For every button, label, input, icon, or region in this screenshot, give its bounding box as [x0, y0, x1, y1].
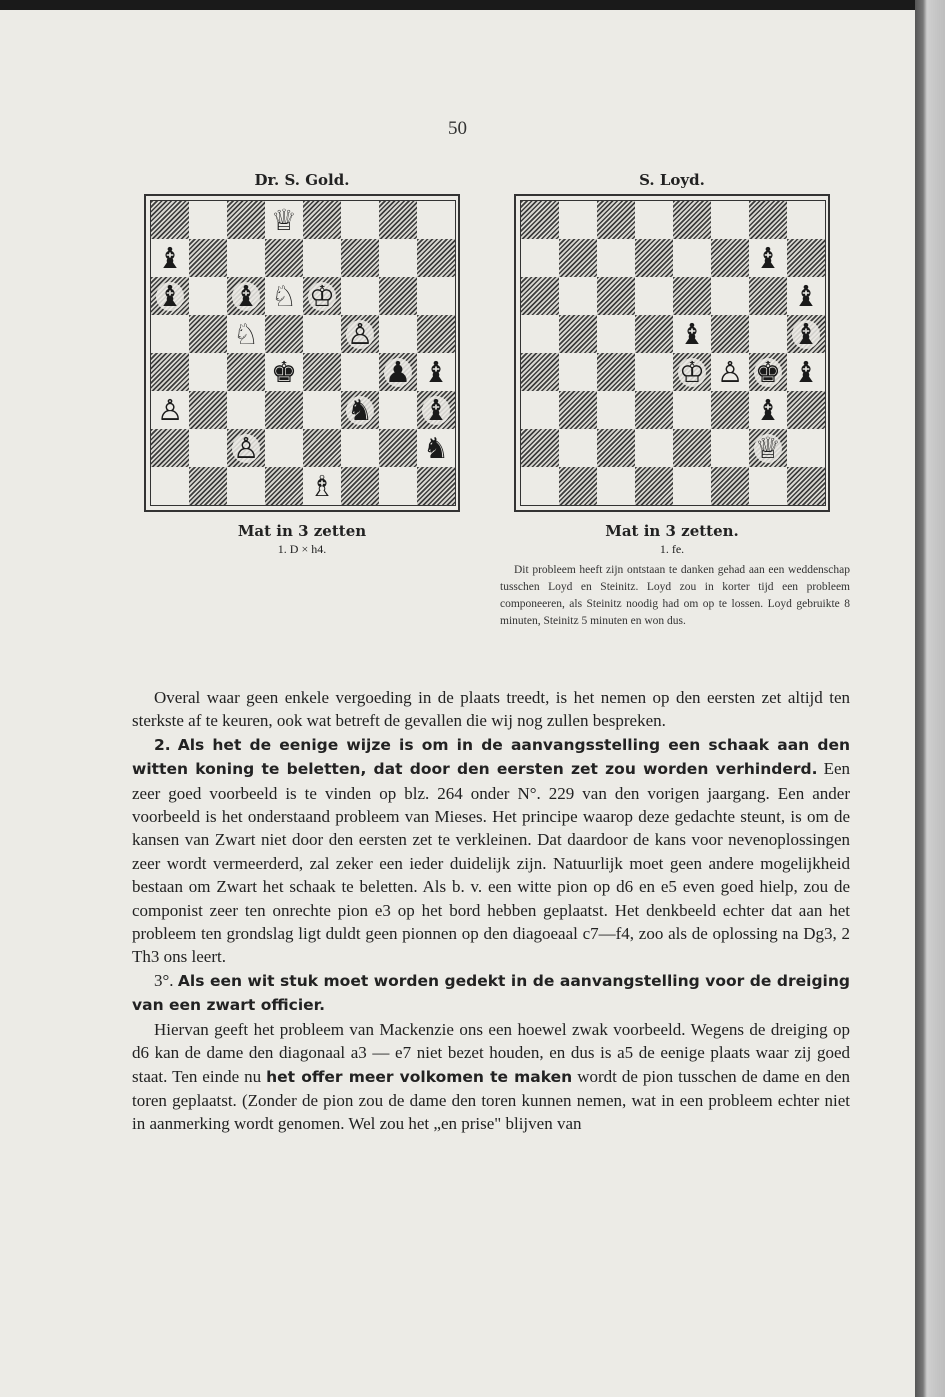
board-square-b4 — [559, 353, 597, 391]
board-square-a4 — [521, 353, 559, 391]
board-square-c7 — [597, 239, 635, 277]
chess-piece-icon: ♔ — [309, 278, 335, 313]
board-square-b5 — [559, 315, 597, 353]
paragraph-text: Hiervan geeft het probleem van Mackenzie ons een hoewel zwak voorbeeld. Wegens de dreiging op d6 kan de dame den diagonaal a3 — e7 niet bezet houden, en dus is a5 de eenige plaats waar zij goed staat. Ten einde nu — [132, 1019, 850, 1086]
paragraph — [132, 1018, 850, 1136]
board-square-g8 — [749, 201, 787, 239]
chess-piece-icon: ♝ — [793, 316, 819, 351]
board-square-b3 — [559, 391, 597, 429]
board-square-a2 — [521, 429, 559, 467]
board-square-d2 — [635, 429, 673, 467]
board-square-b1 — [189, 467, 227, 505]
board-square-a1 — [521, 467, 559, 505]
board-square-h8 — [787, 201, 825, 239]
diagram-solution: 1. D × h4. — [277, 542, 327, 556]
paragraph — [132, 969, 850, 1018]
board-square-b1 — [559, 467, 597, 505]
board-square-d8 — [635, 201, 673, 239]
chess-piece-icon: ♕ — [755, 430, 781, 465]
board-square-f7 — [711, 239, 749, 277]
board-square-a3 — [521, 391, 559, 429]
board-square-b3 — [189, 391, 227, 429]
board-square-g6 — [379, 277, 417, 315]
chess-piece-icon: ♝ — [423, 392, 449, 427]
board-square-a6 — [151, 277, 189, 315]
diagram-title: S. Loyd. — [639, 171, 705, 189]
emphasis: het offer meer volkomen te maken — [266, 1067, 573, 1086]
chess-piece-icon: ♝ — [793, 354, 819, 389]
board-square-a7 — [151, 239, 189, 277]
board-square-e8 — [673, 201, 711, 239]
chess-board — [520, 200, 826, 506]
section-heading: Als het de eenige wijze is om in de aanvangsstelling een schaak aan den witten koning te beletten, dat door den eersten zet zou worden verhinderd. — [132, 735, 850, 779]
board-square-g2 — [749, 429, 787, 467]
board-square-h2 — [417, 429, 455, 467]
chess-piece-icon: ♘ — [271, 278, 297, 313]
board-square-a3 — [151, 391, 189, 429]
board-square-c6 — [227, 277, 265, 315]
board-square-f5 — [341, 315, 379, 353]
board-square-a8 — [521, 201, 559, 239]
board-square-e3 — [673, 391, 711, 429]
body-text — [132, 686, 850, 1136]
chess-piece-icon: ♙ — [157, 392, 183, 427]
paragraph-text: wordt de pion tusschen de dame en den toren geplaatst. (Zonder de pion zou de dame den toren kunnen nemen, wat in een probleem echter niet in aanmerking wordt genomen. Wel zou het „en prise" blijven van — [132, 1066, 851, 1134]
board-square-e6 — [303, 277, 341, 315]
board-square-e8 — [303, 201, 341, 239]
board-square-a5 — [521, 315, 559, 353]
board-square-a4 — [151, 353, 189, 391]
board-square-a6 — [521, 277, 559, 315]
board-square-h1 — [417, 467, 455, 505]
chess-board — [150, 200, 456, 506]
chess-piece-icon: ♙ — [233, 430, 259, 465]
board-square-c2 — [227, 429, 265, 467]
board-square-d5 — [635, 315, 673, 353]
board-square-g6 — [749, 277, 787, 315]
board-square-h3 — [787, 391, 825, 429]
board-square-b8 — [189, 201, 227, 239]
chess-piece-icon: ♝ — [755, 392, 781, 427]
board-square-c3 — [597, 391, 635, 429]
chess-piece-icon: ♚ — [271, 354, 297, 389]
board-square-f8 — [341, 201, 379, 239]
board-square-d3 — [265, 391, 303, 429]
board-square-f2 — [711, 429, 749, 467]
board-square-b5 — [189, 315, 227, 353]
board-square-b8 — [559, 201, 597, 239]
board-square-c5 — [597, 315, 635, 353]
board-square-h8 — [417, 201, 455, 239]
board-square-h6 — [417, 277, 455, 315]
chess-piece-icon: ♝ — [423, 354, 449, 389]
board-square-d1 — [265, 467, 303, 505]
section-heading: Als een wit stuk moet worden gedekt in de aanvangstelling voor de dreiging van een zwart officier. — [132, 971, 850, 1015]
chess-piece-icon: ♟ — [385, 354, 411, 389]
board-square-d6 — [635, 277, 673, 315]
board-square-e4 — [303, 353, 341, 391]
board-square-c8 — [597, 201, 635, 239]
chess-piece-icon: ♝ — [679, 316, 705, 351]
board-square-c3 — [227, 391, 265, 429]
diagram-loyd — [514, 166, 830, 557]
board-square-c2 — [597, 429, 635, 467]
chess-piece-icon: ♝ — [755, 240, 781, 275]
board-square-g1 — [749, 467, 787, 505]
board-square-e7 — [673, 239, 711, 277]
board-square-e6 — [673, 277, 711, 315]
board-square-d3 — [635, 391, 673, 429]
board-square-g3 — [379, 391, 417, 429]
board-square-f8 — [711, 201, 749, 239]
board-square-c1 — [227, 467, 265, 505]
board-square-d2 — [265, 429, 303, 467]
section-number: 2. — [154, 735, 171, 754]
chess-piece-icon: ♔ — [679, 354, 705, 389]
board-square-g7 — [749, 239, 787, 277]
board-square-h7 — [787, 239, 825, 277]
chess-piece-icon: ♝ — [233, 278, 259, 313]
diagram-gold — [144, 166, 460, 557]
chess-piece-icon: ♘ — [233, 316, 259, 351]
board-square-b2 — [559, 429, 597, 467]
paragraph — [132, 733, 850, 969]
board-square-f3 — [711, 391, 749, 429]
diagram-caption: Mat in 3 zetten — [237, 522, 367, 540]
board-square-f6 — [711, 277, 749, 315]
board-square-g4 — [379, 353, 417, 391]
board-square-d1 — [635, 467, 673, 505]
book-page — [0, 10, 915, 1397]
board-square-h3 — [417, 391, 455, 429]
chess-piece-icon: ♝ — [793, 278, 819, 313]
board-square-h4 — [417, 353, 455, 391]
section-number: 3°. — [154, 970, 174, 990]
diagram-title: Dr. S. Gold. — [254, 171, 350, 189]
board-square-h2 — [787, 429, 825, 467]
board-square-h7 — [417, 239, 455, 277]
board-square-e1 — [303, 467, 341, 505]
board-square-c5 — [227, 315, 265, 353]
board-square-a8 — [151, 201, 189, 239]
board-square-e7 — [303, 239, 341, 277]
board-square-h5 — [417, 315, 455, 353]
board-square-a7 — [521, 239, 559, 277]
board-square-f5 — [711, 315, 749, 353]
board-square-g5 — [379, 315, 417, 353]
board-square-g4 — [749, 353, 787, 391]
diagram-caption: Mat in 3 zetten. — [605, 522, 739, 540]
board-square-a1 — [151, 467, 189, 505]
chess-piece-icon: ♝ — [157, 240, 183, 275]
board-square-f4 — [711, 353, 749, 391]
chess-piece-icon: ♕ — [271, 202, 297, 237]
board-square-g8 — [379, 201, 417, 239]
page-number: 50 — [448, 118, 467, 139]
board-square-c4 — [597, 353, 635, 391]
board-square-c1 — [597, 467, 635, 505]
board-square-d4 — [635, 353, 673, 391]
board-square-h5 — [787, 315, 825, 353]
board-square-e3 — [303, 391, 341, 429]
board-square-d5 — [265, 315, 303, 353]
board-square-a5 — [151, 315, 189, 353]
board-square-h1 — [787, 467, 825, 505]
board-square-d7 — [635, 239, 673, 277]
board-square-c7 — [227, 239, 265, 277]
board-square-g1 — [379, 467, 417, 505]
board-square-h6 — [787, 277, 825, 315]
board-square-b6 — [189, 277, 227, 315]
chess-piece-icon: ♞ — [347, 392, 373, 427]
board-square-g7 — [379, 239, 417, 277]
board-frame — [514, 194, 830, 512]
chess-piece-icon: ♗ — [309, 468, 335, 503]
board-square-f2 — [341, 429, 379, 467]
board-square-d4 — [265, 353, 303, 391]
board-square-h4 — [787, 353, 825, 391]
board-square-e4 — [673, 353, 711, 391]
chess-piece-icon: ♞ — [423, 430, 449, 465]
board-frame — [144, 194, 460, 512]
board-square-e5 — [303, 315, 341, 353]
board-square-g2 — [379, 429, 417, 467]
board-square-e1 — [673, 467, 711, 505]
board-square-e2 — [303, 429, 341, 467]
chess-piece-icon: ♝ — [157, 278, 183, 313]
chess-piece-icon: ♚ — [755, 354, 781, 389]
board-square-g5 — [749, 315, 787, 353]
board-square-f3 — [341, 391, 379, 429]
board-square-b7 — [559, 239, 597, 277]
board-square-c4 — [227, 353, 265, 391]
board-square-b2 — [189, 429, 227, 467]
board-square-a2 — [151, 429, 189, 467]
board-square-d7 — [265, 239, 303, 277]
board-square-d8 — [265, 201, 303, 239]
board-square-c8 — [227, 201, 265, 239]
page-edge — [915, 0, 945, 1397]
board-square-d6 — [265, 277, 303, 315]
board-square-f6 — [341, 277, 379, 315]
board-square-b6 — [559, 277, 597, 315]
chess-piece-icon: ♙ — [717, 354, 743, 389]
board-square-f7 — [341, 239, 379, 277]
board-square-e2 — [673, 429, 711, 467]
board-square-b7 — [189, 239, 227, 277]
board-square-f4 — [341, 353, 379, 391]
paragraph-text: Een zeer goed voorbeeld is te vinden op blz. 264 onder N°. 229 van den vorigen jaargang. Een ander voorbeeld is het onderstaand probleem van Mieses. Het principe waarop deze gedachte steunt, is om de kansen van Zwart niet door den eersten zet te verkleinen. Dat daardoor de kans voor nevenoplossingen zeer wordt vermeerderd, zal zeker een ieder duidelijk zijn. Natuurlijk moet geen andere mogelijkheid bestaan om Zwart het schaak te beletten. Als b. v. een witte pion op d6 en e5 even goed hielp, zou de componist zeer ten onrechte pion e3 op het bord hebben geplaatst. Het denkbeeld echter dat aan het probleem ten grondslag ligt duldt geen pionnen op den diagoeaal c7—f4, zoo als de oplossing na Dg3, 2 Th3 ons leert. — [132, 759, 850, 967]
paragraph: Overal waar geen enkele vergoeding in de plaats treedt, is het nemen op den eersten zet altijd ten sterkste af te keuren, ook wat betreft de gevallen die wij nog zullen bespreken. — [132, 688, 850, 731]
diagram-note: Dit probleem heeft zijn ontstaan te danken gehad aan een weddenschap tusschen Loyd en Steinitz. Loyd zou in korter tijd een probleem componeeren, als Steinitz noodig had om op te lossen. Loyd gebruikte 8 minuten, Steinitz 5 minuten en won dus. — [500, 564, 850, 627]
board-square-g3 — [749, 391, 787, 429]
board-square-f1 — [341, 467, 379, 505]
board-square-f1 — [711, 467, 749, 505]
board-square-b4 — [189, 353, 227, 391]
diagram-solution: 1. fe. — [659, 542, 685, 556]
board-square-e5 — [673, 315, 711, 353]
board-square-c6 — [597, 277, 635, 315]
chess-piece-icon: ♙ — [347, 316, 373, 351]
